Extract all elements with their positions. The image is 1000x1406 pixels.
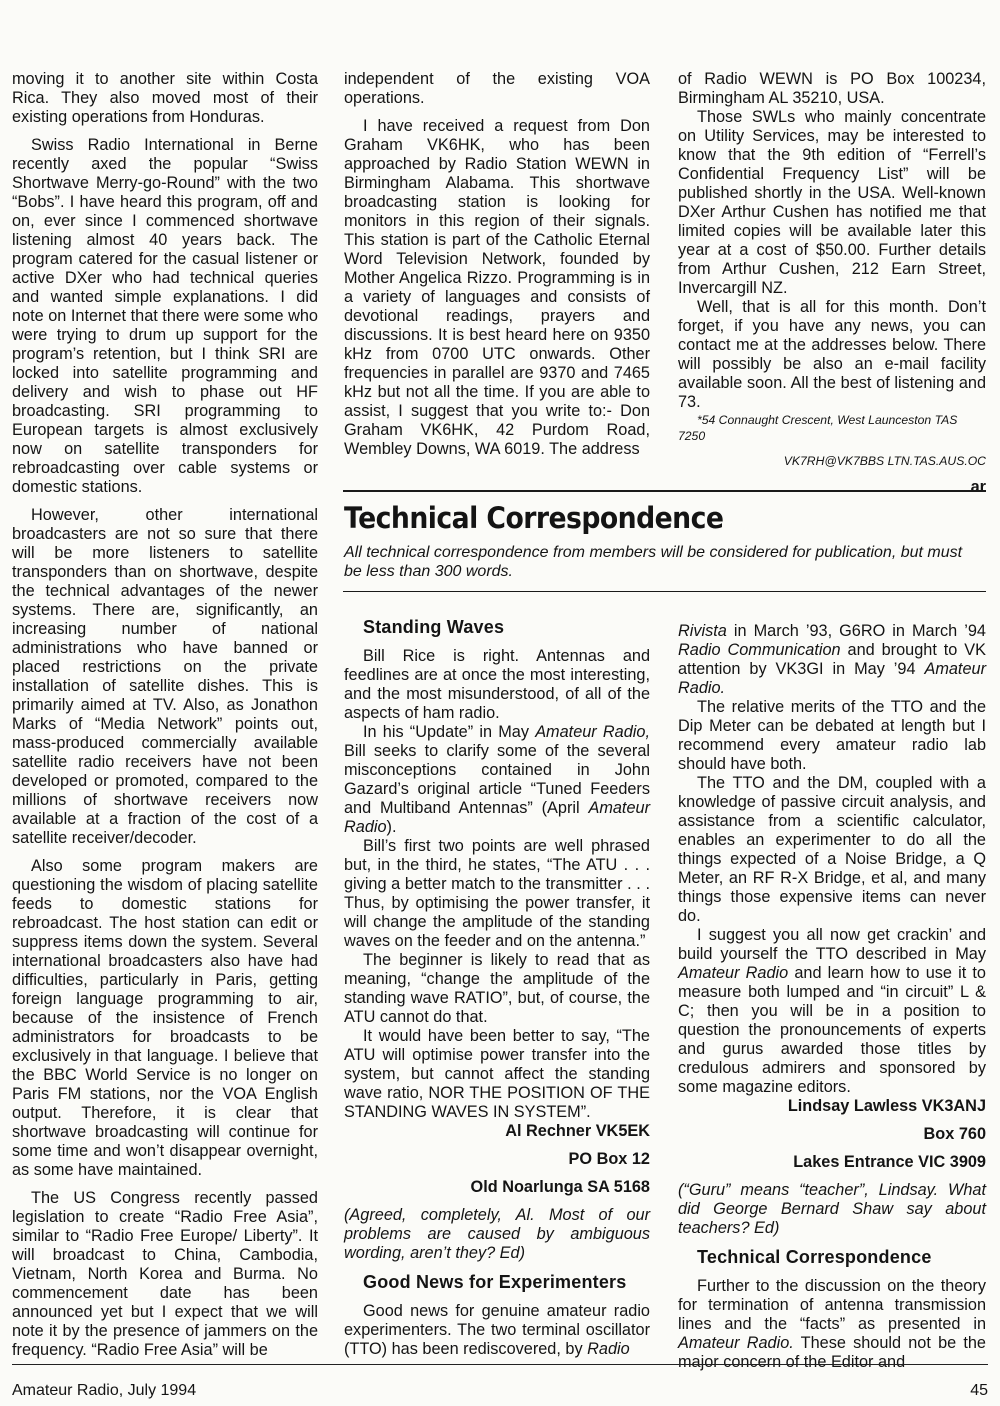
paragraph: Rivista in March ’93, G6RO in March ’94 Radio Communication and brought to VK attention by VK3GI in May ’94 Amateur Radio. xyxy=(678,622,986,697)
section-intro: All technical correspondence from members will be considered for publication, but must be less than 300 words. xyxy=(344,544,963,580)
paragraph: In his “Update” in May Amateur Radio, Bill seeks to clarify some of the several misconceptions contained in John Gazard’s original article “Tuned Feeders and Multiband Antennas” (April Amateur Radio). xyxy=(344,723,650,836)
paragraph: moving it to another site within Costa Rica. They also moved most of their existing operations from Honduras. xyxy=(12,70,318,126)
paragraph: The US Congress recently passed legislation to create “Radio Free Asia”, similar to “Radio Free Europe/ Liberty”. It will broadcast to China, Cambodia, Vietnam, North Korea and Burma. No commencement date has been announced yet but I expect that we will note it by the presence of jammers on the frequency. “Radio Free Asia” will be xyxy=(12,1189,318,1359)
paragraph: Well, that is all for this month. Don’t forget, if you have any news, you can contact me at the addresses below. There will possibly be also an e-mail facility available soon. All the best of listening and 73. xyxy=(678,298,986,411)
column-right-bottom xyxy=(678,622,986,1372)
signature-address: Old Noarlunga SA 5168 xyxy=(470,1178,650,1196)
signature-address: Box 760 xyxy=(923,1125,986,1143)
page-number: 45 xyxy=(970,1382,988,1399)
paragraph: The beginner is likely to read that as meaning, “change the amplitude of the standing wave RATIO”, but, of course, the ATU cannot do that. xyxy=(344,951,650,1026)
paragraph: The TTO and the DM, coupled with a knowledge of passive circuit analysis, and assistance from a scientific calculator, enables an experimenter to do all the things expected of a Noise Bridge, a Q Meter, an RF R-X Bridge, et al, and many things those expensive items can never do. xyxy=(678,774,986,925)
section-title: Technical Correspondence xyxy=(344,501,724,535)
paragraph: independent of the existing VOA operations. xyxy=(344,70,650,107)
section-rule-top xyxy=(343,490,986,492)
editor-note: (“Guru” means “teacher”, Lindsay. What did George Bernard Shaw say about teachers? Ed) xyxy=(678,1181,986,1237)
author-address: *54 Connaught Crescent, West Launceston TAS 7250 xyxy=(678,413,958,443)
paragraph: Bill’s first two points are well phrased but, in the third, he states, “The ATU . . . giving a better match to the transmitter . . . Thus, by optimising the power transfer, it will change the amplitude of the standing waves on the feeder and on the antenna.” xyxy=(344,837,650,950)
column-middle-bottom xyxy=(344,617,650,1359)
paragraph: The relative merits of the TTO and the Dip Meter can be debated at length but I recommend every amateur radio lab should have both. xyxy=(678,698,986,773)
signature-name: Lindsay Lawless VK3ANJ xyxy=(787,1097,986,1115)
footer-publication: Amateur Radio, July 1994 xyxy=(12,1382,197,1399)
paragraph: Swiss Radio International in Berne recently axed the popular “Swiss Shortwave Merry-go-Round” with the two “Bobs”. I have heard this program, off and on, ever since I commenced shortwave listening almost 40 years back. The program catered for the casual listener or active DXer who had technical queries and wanted simple explanations. I did note on Internet that there were some who were trying to drum up support for the program’s retention, but I think SRI are locked into satellite programming and delivery and wish to phase out HF broadcasting. SRI programming to European targets is almost exclusively now on satellite transponders for rebroadcasting over cable systems or domestic stations. xyxy=(12,136,318,496)
paragraph: Further to the discussion on the theory for termination of antenna transmission lines and the “facts” as presented in Amateur Radio. These should not be the major concern of the Editor and xyxy=(678,1277,986,1371)
paragraph: Bill Rice is right. Antennas and feedlines are at once the most interesting, and the most misunderstood, of all of the aspects of ham radio. xyxy=(344,647,650,722)
paragraph: However, other international broadcasters are not so sure that there will be more listeners to satellite transponders than on shortwave, despite the technical advantages of the newer systems. There are, significantly, an increasing number of national administrations who have banned or placed restrictions on the private installation of satellite dishes. This is primarily aimed at TV. Also, as Jonathon Marks of “Media Network” points out, mass-produced commercially available satellite radio receivers have not been developed or promoted, compared to the millions of shortwave receivers now available at a fraction of the cost of a satellite receiver/decoder. xyxy=(12,506,318,847)
paragraph: Those SWLs who mainly concentrate on Utility Services, may be interested to know that the 9th edition of “Ferrell’s Confidential Frequency List” will be published shortly in the USA. Well-known DXer Arthur Cushen has notified me that limited copies will be available later this year at a cost of $50.00. Further details from Arthur Cushen, 212 Earn Street, Invercargill NZ. xyxy=(678,108,986,297)
column-right-top xyxy=(678,70,986,506)
article-heading-standing-waves: Standing Waves xyxy=(363,617,505,637)
article-heading-technical-correspondence: Technical Correspondence xyxy=(697,1247,932,1267)
end-mark: ar xyxy=(970,478,986,496)
author-email: VK7RH@VK7BBS LTN.TAS.AUS.OC xyxy=(783,454,986,468)
paragraph: I have received a request from Don Graham VK6HK, who has been approached by Radio Station WEWN in Birmingham Alabama. This shortwave broadcasting station is looking for monitors in this region of their signals. This station is part of the Catholic Eternal Word Television Network, founded by Mother Angelica Rizzo. Programming is in a variety of languages and consists of devotional readings, prayers and discussions. It is best heard here on 9350 kHz from 0700 UTC onwards. Other frequencies in parallel are 9370 and 7465 kHz but not all the time. If you are able to assist, I suggest that you write to:- Don Graham VK6HK, 42 Purdom Road, Wembley Downs, WA 6019. The address xyxy=(344,117,650,458)
paragraph: of Radio WEWN is PO Box 100234, Birmingham AL 35210, USA. xyxy=(678,70,986,107)
article-heading-good-news: Good News for Experimenters xyxy=(363,1272,627,1292)
editor-note: (Agreed, completely, Al. Most of our problems are caused by ambiguous wording, aren’t they? Ed) xyxy=(344,1206,650,1262)
column-left xyxy=(12,70,318,1369)
signature-address: Lakes Entrance VIC 3909 xyxy=(793,1153,986,1171)
signature-address: PO Box 12 xyxy=(568,1150,650,1168)
paragraph: I suggest you all now get crackin’ and build yourself the TTO described in May Amateur Radio and learn how to use it to measure both lumped and “in circuit” L & C; then you will be in a position to question the pronouncements of experts and gurus awarded those titles by credulous admirers and sponsored by some magazine editors. xyxy=(678,926,986,1096)
section-rule-bottom xyxy=(343,591,986,592)
paragraph: It would have been better to say, “The ATU will optimise power transfer into the system, but cannot affect the standing wave ratio, NOR THE POSITION OF THE STANDING WAVES IN SYSTEM”. xyxy=(344,1027,650,1121)
column-middle-top xyxy=(344,70,650,468)
footer-rule xyxy=(12,1364,988,1365)
paragraph: Also some program makers are questioning the wisdom of placing satellite feeds to domestic stations for rebroadcast. The host station can edit or suppress items down the system. Several international broadcasters also have had difficulties, particularly in Paris, getting foreign language programming to air, because of the insistence of French administrators for broadcasts to be exclusively in that language. I believe that the BBC World Service is no longer on Paris FM stations, nor the VOA English output. Therefore, it is clear that shortwave broadcasting will continue for some time and won’t disappear overnight, as some have maintained. xyxy=(12,857,318,1179)
paragraph: Good news for genuine amateur radio experimenters. The two terminal oscillator (TTO) has been rediscovered, by Radio xyxy=(344,1302,650,1358)
signature-name: Al Rechner VK5EK xyxy=(505,1122,650,1140)
